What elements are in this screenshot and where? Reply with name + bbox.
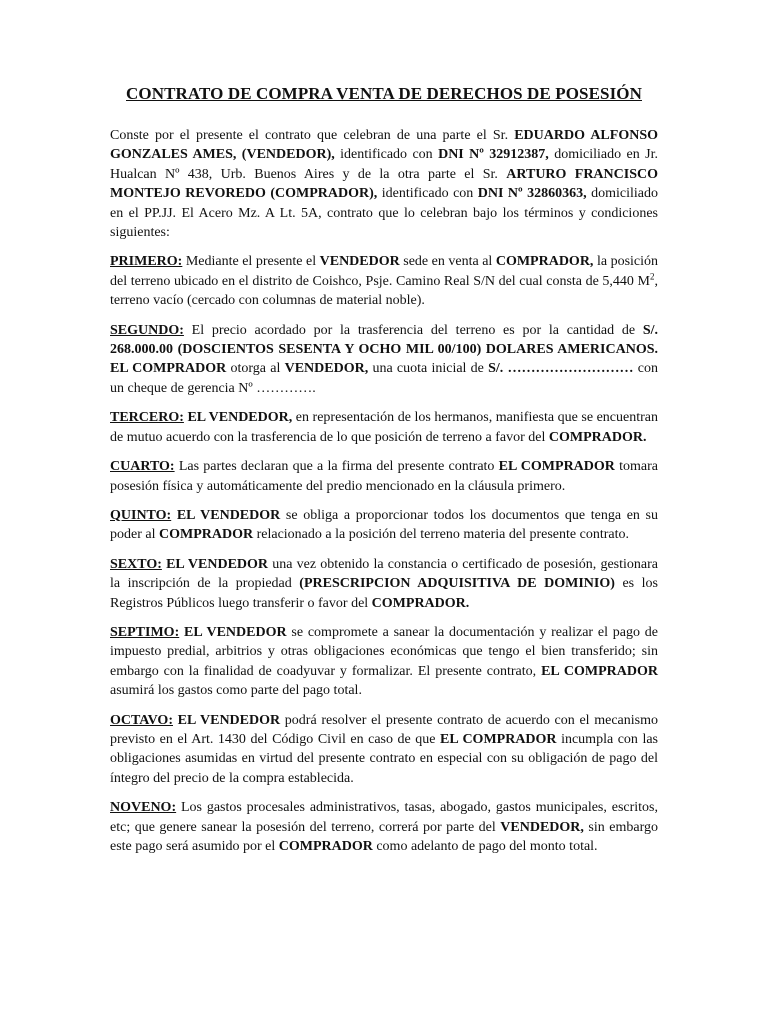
intro-text-1: Conste por el presente el contrato que celebran de una parte el Sr. (110, 128, 515, 143)
clause-text: Los gastos procesales administrativos, tasas, abogado, gastos municipales, escritos, etc; que genere sanear la posesión del terreno, correrá por parte del (110, 800, 658, 835)
clause-quinto (110, 506, 658, 545)
clause-text: relacionado a la posición del terreno materia del presente contrato. (253, 527, 629, 543)
clause-cuarto (110, 457, 658, 496)
clause-bold: VENDEDOR, (284, 361, 369, 377)
clause-label: NOVENO: (110, 800, 177, 816)
clause-sexto (110, 555, 658, 613)
clause-text: es los Registros Públicos luego transferir o favor del (110, 576, 658, 611)
clause-bold: EL VENDEDOR (177, 712, 281, 728)
clause-text: Las partes declaran que a la firma del presente contrato (174, 459, 499, 475)
clause-bold: COMPRADOR (278, 839, 373, 854)
clause-text: se compromete a sanear la documentación y realizar el pago de impuesto predial, arbitrios y otras obligaciones económicas que tengo el bien transferido; sin embargo con la finalidad de coadyuvar y formalizar. El presente contrato, (110, 624, 658, 679)
clause-label: QUINTO: (110, 507, 172, 523)
clause-segundo (110, 321, 658, 399)
intro-text-4: identificado con (377, 186, 478, 202)
clause-bold: EL COMPRADOR (440, 731, 557, 747)
superscript: 2 (650, 271, 655, 282)
clause-bold: EL VENDEDOR, (187, 410, 293, 426)
clause-primero (110, 252, 658, 310)
clause-bold: EL VENDEDOR (166, 556, 269, 572)
clause-bold: EL COMPRADOR (541, 663, 659, 679)
clause-text: una vez obtenido la constancia o certificado de posesión, gestionara la inscripción de la propiedad (110, 556, 658, 592)
clause-label: SEXTO: (110, 556, 162, 572)
clause-text: sede en venta al (399, 254, 496, 270)
clause-text: una cuota inicial de (368, 361, 489, 377)
intro-text-2: identificado con (334, 147, 439, 163)
clause-bold: COMPRADOR, (495, 254, 594, 270)
clause-label: PRIMERO: (110, 254, 183, 270)
clause-text: otorga al (226, 361, 285, 377)
clause-bold: EL COMPRADOR (498, 459, 615, 475)
buyer-dni: DNI Nº 32860363, (477, 186, 587, 202)
clause-bold: EL VENDEDOR (184, 624, 287, 640)
clause-bold: COMPRADOR (158, 527, 254, 543)
clause-text: incumpla con las obligaciones asumidas en virtud del presente contrato en especial con su obligación de pago del íntegro del precio de la compra establecida. (110, 731, 658, 786)
clause-text: , terreno vacío (cercado con columnas de material noble). (110, 273, 658, 309)
clause-bold: S/. ……………………… (488, 361, 634, 377)
clause-tercero (110, 408, 658, 447)
clause-noveno (110, 798, 658, 856)
clause-bold: S/. 268.000.00 (DOSCIENTOS SESENTA Y OCHO MIL 00/100) DOLARES AMERICANOS. EL COMPRADOR (110, 322, 658, 377)
clause-text: asumirá los gastos como parte del pago total. (110, 683, 362, 699)
clause-text: en representación de los hermanos, manifiesta que se encuentran de mutuo acuerdo con la trasferencia de lo que posición de terreno a favor del (110, 410, 658, 445)
intro-text-5: domiciliado en el PP.JJ. El Acero Mz. A Lt. 5A, contrato que lo celebran bajo los términos y condiciones siguientes: (110, 186, 658, 241)
clause-text: sin embargo este pago será asumido por el (110, 819, 658, 854)
clause-bold: COMPRADOR. (548, 429, 647, 445)
contract-title: CONTRATO DE COMPRA VENTA DE DERECHOS DE POSESIÓN (126, 84, 642, 103)
clause-text: Mediante el presente el (182, 254, 320, 270)
intro-text-3: domiciliado en Jr. Hualcan Nº 438, Urb. Buenos Aires y de la otra parte el Sr. (110, 147, 658, 182)
clause-label: OCTAVO: (110, 712, 173, 728)
clause-bold: EL VENDEDOR (176, 507, 281, 523)
clause-text: con un cheque de gerencia Nº …………. (110, 361, 658, 396)
seller-name: EDUARDO ALFONSO GONZALES AMES, (VENDEDOR), (110, 128, 658, 163)
clause-septimo (110, 623, 658, 701)
intro-paragraph (110, 126, 658, 242)
clause-text: El precio acordado por la trasferencia del terreno es por la cantidad de (183, 322, 643, 338)
clause-bold: VENDEDOR (319, 254, 400, 270)
clause-text: la posición del terreno ubicado en el distrito de Coishco, Psje. Camino Real S/N del cual consta de 5,440 M (110, 254, 659, 289)
clause-bold: VENDEDOR, (500, 819, 584, 835)
clause-text: como adelanto de pago del monto total. (372, 839, 598, 854)
clause-label: TERCERO: (110, 410, 184, 426)
clause-text: podrá resolver el presente contrato de acuerdo con el mecanismo previsto en el Art. 1430 del Código Civil en caso de que (110, 712, 658, 747)
clause-label: SEPTIMO: (110, 624, 180, 640)
clause-octavo (110, 711, 658, 789)
seller-dni: DNI Nº 32912387, (438, 147, 549, 163)
clause-label: SEGUNDO: (110, 322, 184, 338)
clause-bold: COMPRADOR. (371, 595, 470, 611)
clause-bold: (PRESCRIPCION ADQUISITIVA DE DOMINIO) (299, 576, 615, 592)
buyer-name: ARTURO FRANCISCO MONTEJO REVOREDO (COMPRADOR), (110, 166, 658, 202)
clause-label: CUARTO: (110, 459, 175, 475)
clause-text: tomara posesión física y automáticamente del predio mencionado en la cláusula primero. (110, 459, 659, 494)
clause-text: se obliga a proporcionar todos los documentos que tenga en su poder al (110, 507, 658, 543)
